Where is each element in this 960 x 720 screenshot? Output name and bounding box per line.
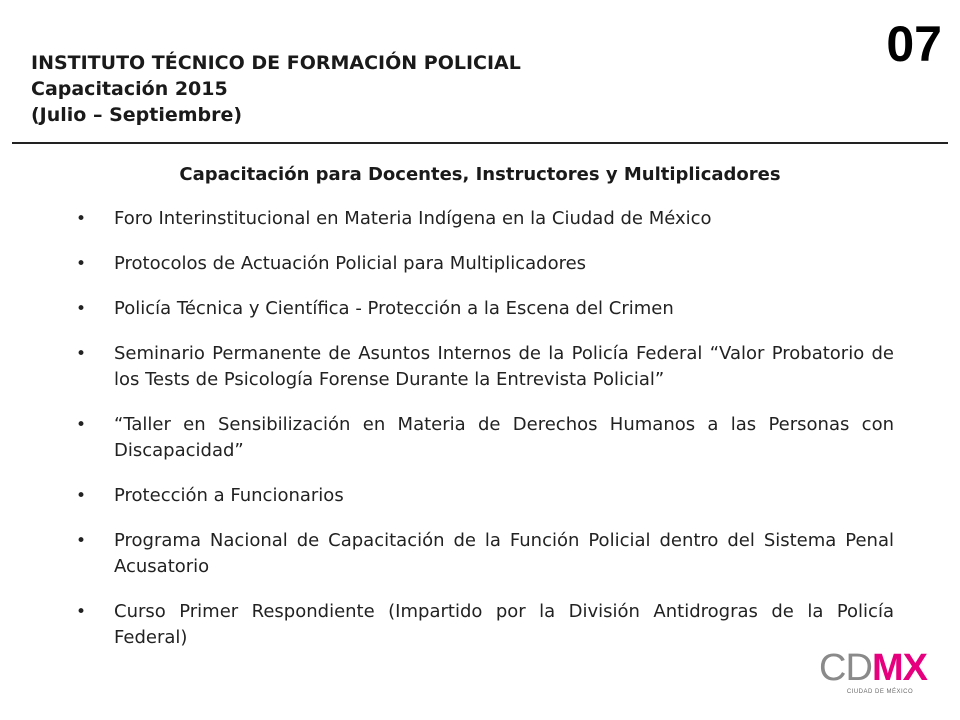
list-item: • Policía Técnica y Científica - Protección a la Escena del Crimen — [76, 296, 894, 322]
list-item: • Foro Interinstitucional en Materia Indígena en la Ciudad de México — [76, 206, 894, 232]
period: (Julio – Septiembre) — [31, 104, 243, 126]
course-list — [76, 206, 894, 670]
logo-text-cd: CD — [819, 647, 872, 689]
logo-wordmark — [818, 647, 928, 689]
list-item: • Seminario Permanente de Asuntos Internos de la Policía Federal “Valor Probatorio de los Tests de Psicología Forense Durante la Entrevista Policial” — [76, 341, 894, 393]
list-item: • Protección a Funcionarios — [76, 483, 894, 509]
logo-text-mx: MX — [871, 647, 927, 689]
cdmx-logo — [818, 647, 928, 695]
list-item: • Programa Nacional de Capacitación de la Función Policial dentro del Sistema Penal Acusatorio — [76, 528, 894, 580]
section-title: Capacitación para Docentes, Instructores y Multiplicadores — [179, 164, 781, 185]
list-item: • Curso Primer Respondiente (Impartido por la División Antidrogras de la Policía Federal) — [76, 599, 894, 651]
header-divider — [12, 142, 948, 144]
list-item: • “Taller en Sensibilización en Materia de Derechos Humanos a las Personas con Discapacidad” — [76, 412, 894, 464]
training-year: Capacitación 2015 — [31, 78, 228, 100]
logo-subtitle: CIUDAD DE MÉXICO — [846, 689, 914, 695]
list-item: • Protocolos de Actuación Policial para Multiplicadores — [76, 251, 894, 277]
document-header — [31, 50, 521, 128]
institute-name: INSTITUTO TÉCNICO DE FORMACIÓN POLICIAL — [31, 52, 521, 74]
slide-number: 07 — [886, 16, 942, 72]
